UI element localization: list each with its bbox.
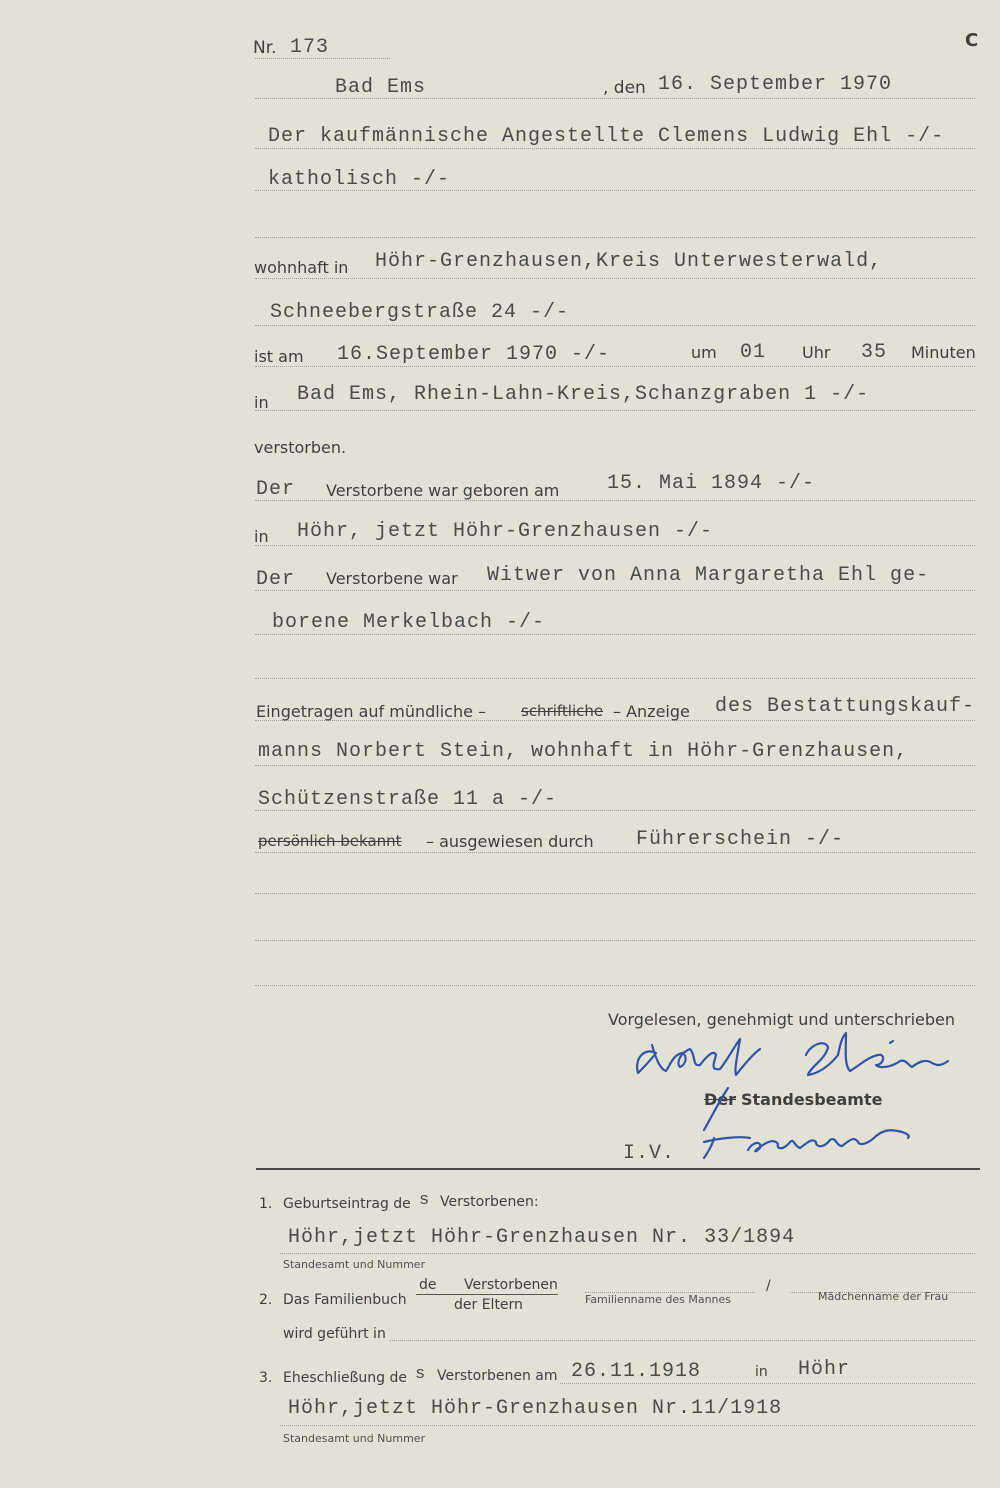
nr-label: Nr.: [253, 38, 277, 58]
note-2-de: de: [419, 1277, 437, 1293]
note-1-value: Höhr,jetzt Höhr-Grenzhausen Nr. 33/1894: [288, 1226, 796, 1249]
rule: [255, 852, 975, 853]
note-1-suffix: s: [419, 1191, 431, 1210]
marital-value-1: Witwer von Anna Margaretha Ehl ge-: [487, 564, 930, 587]
death-place-label: in: [254, 393, 269, 412]
registration-value-2: manns Norbert Stein, wohnhaft in Höhr-Grenzhausen,: [258, 740, 909, 763]
read-approved-signed: Vorgelesen, genehmigt und unterschrieben: [608, 1010, 956, 1029]
registration-value-3: Schützenstraße 11 a -/-: [258, 788, 558, 811]
birth-place-label: in: [254, 527, 269, 546]
birth-label: Verstorbene war geboren am: [326, 481, 560, 500]
minuten-label: Minuten: [911, 343, 976, 362]
rule: [255, 765, 975, 766]
note-2-number: 2.: [259, 1292, 273, 1308]
birth-date: 15. Mai 1894 -/-: [607, 472, 816, 495]
rule: [560, 1383, 975, 1384]
rule: [255, 940, 975, 941]
note-3-suffix: s: [415, 1365, 427, 1384]
marital-der-prefix: Der: [256, 568, 296, 591]
registration-struck: schriftliche: [521, 702, 604, 720]
rule: [280, 1425, 975, 1426]
rule: [255, 325, 975, 326]
registrar-label: Standesbeamte: [741, 1090, 883, 1109]
marriage-place: Höhr: [798, 1358, 851, 1381]
section-divider: [256, 1168, 980, 1170]
death-date: 16.September 1970 -/-: [337, 343, 611, 366]
date-prefix: , den: [603, 78, 646, 98]
note-2-caption-woman: Mädchenname der Frau: [818, 1290, 949, 1303]
note-2-gefuehrt: wird geführt in: [283, 1326, 386, 1342]
record-number: 173: [290, 36, 330, 59]
rule: [255, 590, 975, 591]
note-1-label-a: Geburtseintrag de: [283, 1196, 411, 1212]
residence-line-1: Höhr-Grenzhausen,Kreis Unterwesterwald,: [375, 250, 883, 273]
rule: [255, 366, 975, 367]
rule: [255, 545, 975, 546]
birth-der-prefix: Der: [256, 478, 296, 501]
note-2-caption-man: Familienname des Mannes: [585, 1293, 732, 1306]
residence-label: wohnhaft in: [254, 258, 349, 277]
note-2-verstorbenen: Verstorbenen: [464, 1277, 558, 1293]
rule: [255, 278, 975, 279]
verstorben-label: verstorben.: [254, 438, 347, 457]
note-1-number: 1.: [259, 1196, 273, 1212]
rule: [255, 893, 975, 894]
rule: [255, 148, 975, 149]
rule: [255, 634, 975, 635]
place: Bad Ems: [335, 76, 427, 99]
rule: [255, 678, 975, 679]
note-3-value: Höhr,jetzt Höhr-Grenzhausen Nr.11/1918: [288, 1397, 783, 1420]
death-hour: 01: [740, 341, 767, 364]
rule: [390, 1340, 975, 1341]
um-label: um: [691, 343, 717, 362]
identity-label: – ausgewiesen durch: [426, 832, 594, 851]
note-3-caption: Standesamt und Nummer: [283, 1432, 426, 1445]
marriage-date: 26.11.1918: [571, 1360, 702, 1383]
deceased-line-1: Der kaufmännische Angestellte Clemens Ludwig Ehl -/-: [268, 125, 945, 148]
iv-label: I.V.: [623, 1142, 676, 1165]
note-1-label-b: Verstorbenen:: [440, 1194, 539, 1210]
deceased-religion: katholisch -/-: [268, 168, 451, 191]
identity-struck: persönlich bekannt: [258, 832, 402, 850]
note-2-slash: /: [766, 1278, 771, 1294]
marital-label: Verstorbene war: [326, 569, 458, 588]
rule: [255, 500, 975, 501]
note-1-caption: Standesamt und Nummer: [283, 1258, 426, 1271]
birth-place: Höhr, jetzt Höhr-Grenzhausen -/-: [297, 520, 714, 543]
identity-value: Führerschein -/-: [636, 828, 845, 851]
note-2-eltern: der Eltern: [454, 1297, 523, 1313]
corner-letter: C: [965, 30, 979, 51]
registrar-struck: Der: [704, 1090, 737, 1109]
rule: [255, 410, 975, 411]
informant-signature: [630, 1025, 960, 1085]
note-3-in: in: [755, 1364, 768, 1380]
fraction-line: [416, 1294, 558, 1295]
registration-label-a: Eingetragen auf mündliche –: [256, 702, 487, 721]
uhr-label: Uhr: [802, 343, 831, 362]
registration-value-1: des Bestattungskauf-: [715, 695, 976, 718]
registration-label-b: – Anzeige: [613, 702, 690, 721]
note-3-number: 3.: [259, 1370, 273, 1386]
death-minute: 35: [861, 341, 888, 364]
note-3-label-a: Eheschließung de: [283, 1370, 407, 1386]
marital-value-2: borene Merkelbach -/-: [272, 611, 546, 634]
residence-line-2: Schneebergstraße 24 -/-: [270, 301, 570, 324]
note-2-label: Das Familienbuch: [283, 1292, 407, 1308]
record-date: 16. September 1970: [658, 73, 893, 96]
rule: [280, 1253, 975, 1254]
death-date-label: ist am: [254, 347, 304, 366]
note-3-label-b: Verstorbenen am: [437, 1368, 558, 1384]
rule: [255, 985, 975, 986]
death-place: Bad Ems, Rhein-Lahn-Kreis,Schanzgraben 1 -/-: [297, 383, 870, 406]
rule: [255, 237, 975, 238]
registrar-signature: [690, 1080, 920, 1165]
